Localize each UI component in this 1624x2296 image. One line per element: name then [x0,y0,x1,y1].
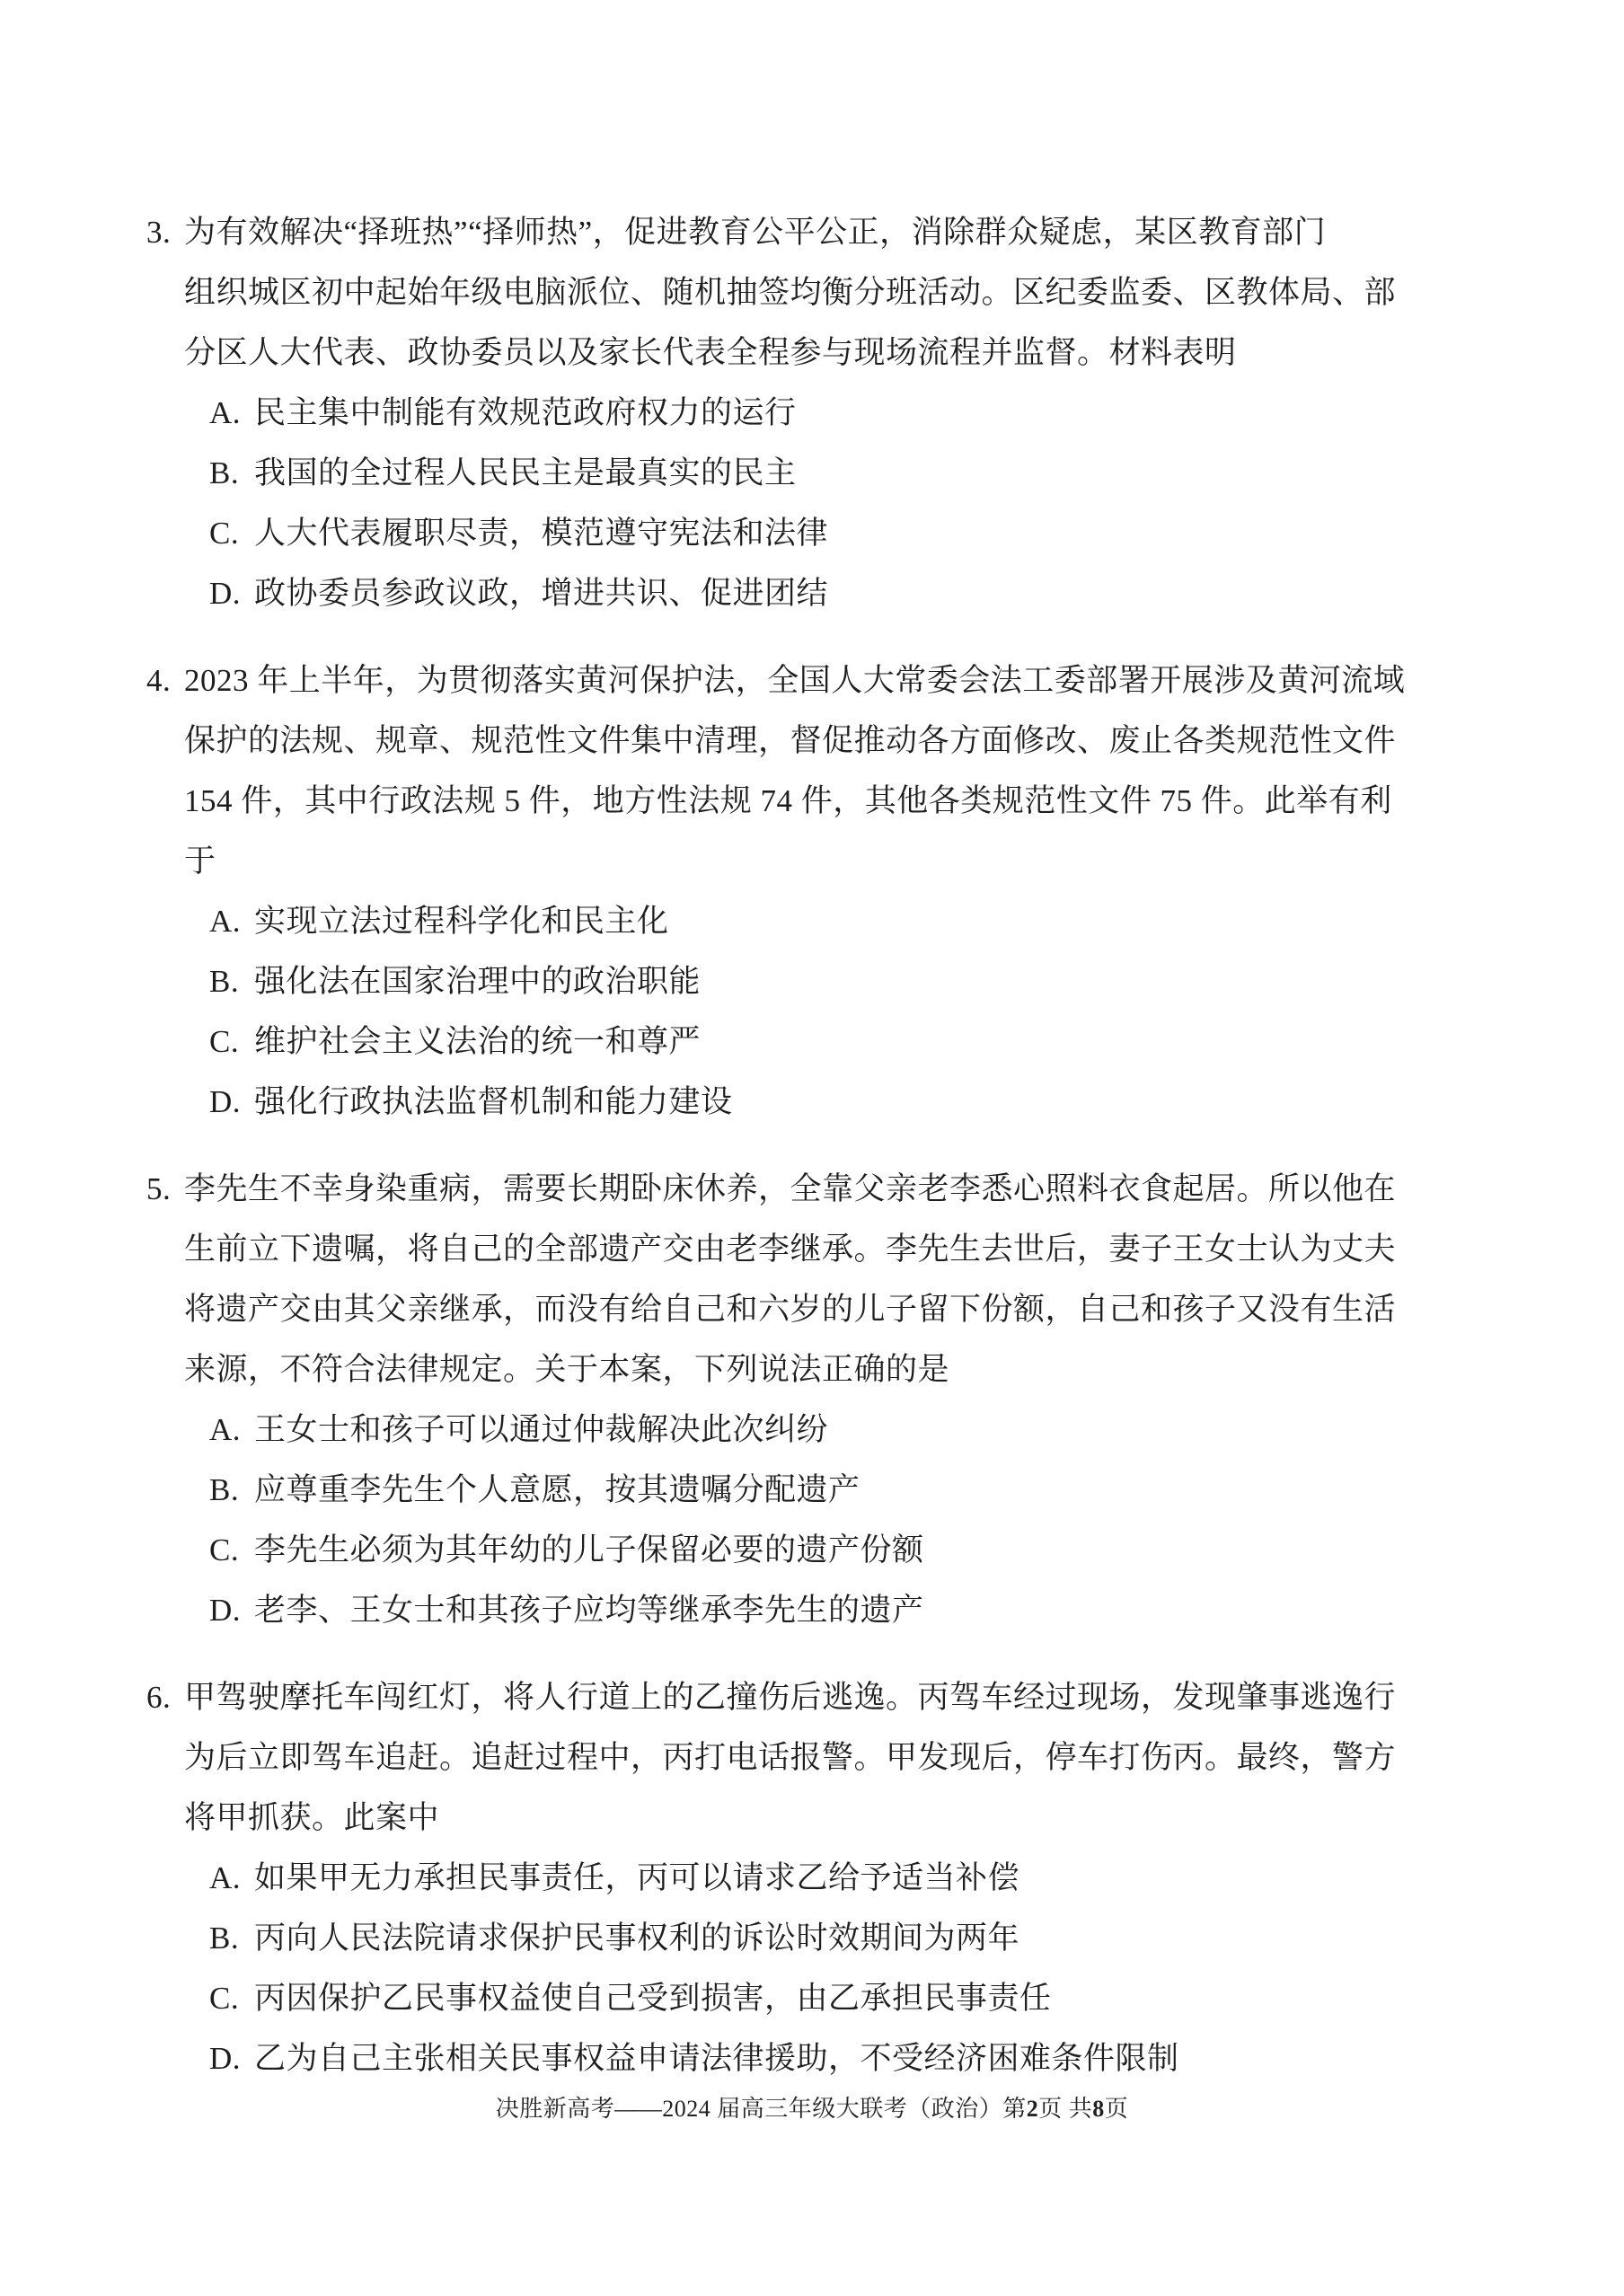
footer-total-pages: 8 [1092,2096,1105,2122]
question-5 [146,1159,1485,1640]
option-D [146,1580,1485,1640]
stem-line: 将甲抓获。此案中 [184,1800,440,1835]
option-text: 政协委员参政议政，增进共识、促进团结 [254,576,829,611]
option-label: D. [209,2041,242,2076]
option-label: B. [209,1472,240,1507]
stem-line: 于 [184,843,216,879]
option-text: 王女士和孩子可以通过仲裁解决此次纠纷 [254,1412,829,1447]
option-label: D. [209,1593,242,1628]
stem-text: 2023 年上半年，为贯彻落实黄河保护法，全国人大常委会法工委部署开展涉及黄河流域 [184,663,1406,698]
option-label: B. [209,455,240,490]
option-A [146,383,1485,443]
stem-line: 为后立即驾车追赶。追赶过程中，丙打电话报警。甲发现后，停车打伤丙。最终，警方 [184,1740,1397,1775]
stem-line [146,1667,1485,1727]
footer-text: 页 共 [1038,2096,1093,2122]
option-C [146,503,1485,563]
question-3 [146,202,1485,623]
option-C [146,1520,1485,1580]
option-B [146,443,1485,503]
question-number: 5. [146,1171,172,1206]
option-label: B. [209,964,240,999]
question-number: 6. [146,1680,172,1715]
option-label: C. [209,1532,240,1567]
option-label: A. [209,395,242,430]
option-label: D. [209,576,242,611]
stem-line: 将遗产交由其父亲继承，而没有给自己和六岁的儿子留下份额，自己和孩子又没有生活 [184,1292,1397,1327]
option-label: C. [209,1981,240,2016]
stem-line: 生前立下遗嘱，将自己的全部遗产交由老李继承。李先生去世后，妻子王女士认为丈夫 [184,1232,1397,1267]
option-text: 乙为自己主张相关民事权益申请法律援助，不受经济困难条件限制 [254,2041,1179,2076]
footer-text: 页 [1104,2096,1129,2122]
stem-line: 154 件，其中行政法规 5 件，地方性法规 74 件，其他各类规范性文件 75 件。此举有利 [184,783,1392,818]
option-B [146,951,1485,1011]
option-text: 实现立法过程科学化和民主化 [254,904,669,939]
stem-line: 来源，不符合法律规定。关于本案，下列说法正确的是 [184,1352,950,1387]
option-C [146,1968,1485,2028]
option-label: D. [209,1084,242,1119]
option-label: A. [209,1860,242,1895]
question-6 [146,1667,1485,2088]
option-D [146,1072,1485,1132]
option-text: 老李、王女士和其孩子应均等继承李先生的遗产 [254,1593,924,1628]
option-A [146,891,1485,951]
option-text: 维护社会主义法治的统一和尊严 [254,1024,702,1059]
stem-line: 组织城区初中起始年级电脑派位、随机抽签均衡分班活动。区纪委监委、区教体局、部 [184,275,1397,310]
option-text: 丙因保护乙民事权益使自己受到损害，由乙承担民事责任 [254,1981,1052,2016]
option-label: A. [209,1412,242,1447]
option-label: A. [209,904,242,939]
stem-line [146,650,1485,711]
footer-page-number: 2 [1026,2096,1039,2122]
stem-line [146,202,1485,262]
stem-text: 为有效解决“择班热”“择师热”，促进教育公平公正，消除群众疑虑，某区教育部门 [184,215,1327,250]
option-B [146,1460,1485,1520]
option-label: C. [209,1024,240,1059]
option-text: 强化行政执法监督机制和能力建设 [254,1084,733,1119]
option-text: 丙向人民法院请求保护民事权利的诉讼时效期间为两年 [254,1921,1020,1956]
question-4 [146,650,1485,1132]
question-number: 3. [146,215,172,250]
option-label: C. [209,516,240,551]
stem-text: 甲驾驶摩托车闯红灯，将人行道上的乙撞伤后逃逸。丙驾车经过现场，发现肇事逃逸行 [184,1680,1397,1715]
option-text: 强化法在国家治理中的政治职能 [254,964,702,999]
option-text: 李先生必须为其年幼的儿子保留必要的遗产份额 [254,1532,924,1567]
option-A [146,1400,1485,1460]
option-text: 应尊重李先生个人意愿，按其遗嘱分配遗产 [254,1472,861,1507]
option-text: 如果甲无力承担民事责任，丙可以请求乙给予适当补偿 [254,1860,1020,1895]
stem-line [146,1159,1485,1219]
option-label: B. [209,1921,240,1956]
stem-line: 保护的法规、规章、规范性文件集中清理，督促推动各方面修改、废止各类规范性文件 [184,723,1397,758]
option-D [146,2028,1485,2088]
page-footer [0,2091,1624,2127]
option-D [146,563,1485,623]
stem-line: 分区人大代表、政协委员以及家长代表全程参与现场流程并监督。材料表明 [184,335,1237,370]
stem-text: 李先生不幸身染重病，需要长期卧床休养，全靠父亲老李悉心照料衣食起居。所以他在 [184,1171,1397,1206]
exam-content [146,202,1485,2088]
option-A [146,1848,1485,1908]
question-number: 4. [146,663,172,698]
option-text: 民主集中制能有效规范政府权力的运行 [254,395,797,430]
option-text: 人大代表履职尽责，模范遵守宪法和法律 [254,516,829,551]
footer-text: 决胜新高考——2024 届高三年级大联考（政治）第 [495,2096,1027,2122]
option-C [146,1011,1485,1072]
option-text: 我国的全过程人民民主是最真实的民主 [254,455,797,490]
option-B [146,1908,1485,1968]
